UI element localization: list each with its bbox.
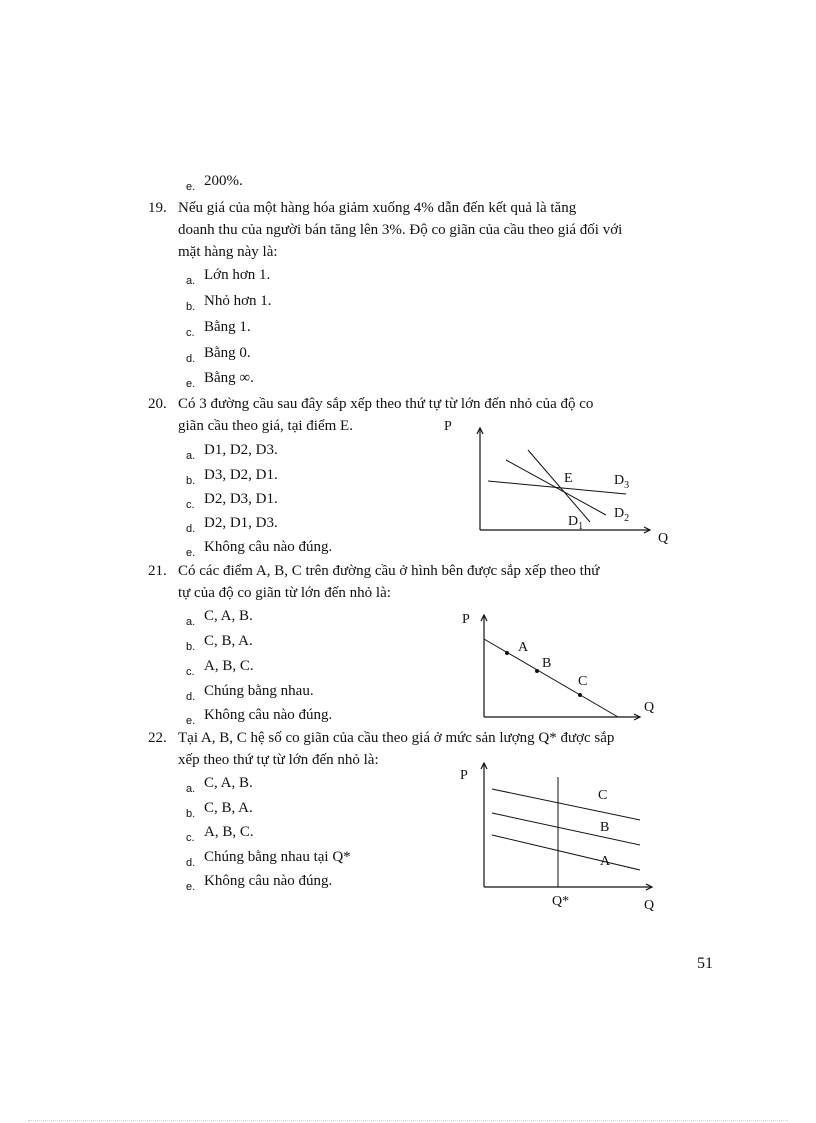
option-text: Nhỏ hơn 1. [204,293,272,309]
option-letter: b. [186,641,196,653]
line-c-label: C [598,788,608,803]
qstar-label: Q* [552,894,570,909]
option-text: C, A, B. [204,775,253,791]
option-letter: e. [186,547,196,559]
demand-line-c [492,789,640,820]
q-axis-label: Q [644,898,655,913]
option-letter: e. [186,715,196,727]
point-b [535,669,539,673]
option-letter: a. [186,275,196,287]
option-text: Chúng bằng nhau. [204,683,314,699]
option-letter: e. [186,881,196,893]
d3-subscript: 3 [624,480,630,491]
line-b-label: B [600,820,610,835]
option-text: C, A, B. [204,608,253,624]
option-letter: d. [186,523,196,535]
question-stem-line: doanh thu của người bán tăng lên 3%. Độ co giãn của cầu theo giá đối với [178,222,623,238]
question-stem-line: Có các điểm A, B, C trên đường cầu ở hình bên được sắp xếp theo thứ [178,563,600,579]
d3-label [614,473,629,491]
option-letter: c. [186,666,195,678]
demand-line [484,639,618,717]
d2-letter: D [614,506,625,521]
option-text: Bằng 0. [204,345,251,361]
question-number: 22. [148,730,167,746]
question-stem-line: giãn cầu theo giá, tại điểm E. [178,418,353,434]
option-text: Không câu nào đúng. [204,539,333,555]
option-letter: a. [186,616,196,628]
option-text: Bằng 1. [204,319,251,335]
question-stem-line: tự của độ co giãn từ lớn đến nhỏ là: [178,585,391,601]
option-text: Không câu nào đúng. [204,707,333,723]
question-stem-line: xếp theo thứ tự từ lớn đến nhỏ là: [178,752,379,768]
point-c [578,693,582,697]
line-a-label: A [600,854,611,869]
q-axis-label: Q [644,700,655,715]
option-letter: d. [186,857,196,869]
option-letter: e. [186,378,196,390]
option-text: D2, D1, D3. [204,515,278,531]
option-letter: c. [186,832,195,844]
point-c-label: C [578,674,588,689]
d1-letter: D [568,514,579,529]
option-letter: a. [186,783,196,795]
option-text: Bằng ∞. [204,370,254,386]
point-a-label: A [518,640,529,655]
option-text: D1, D2, D3. [204,442,278,458]
demand-curve-d2 [506,460,606,515]
option-text: D2, D3, D1. [204,491,278,507]
option-text: A, B, C. [204,824,254,840]
question-stem-line: Nếu giá của một hàng hóa giảm xuống 4% dẫn đến kết quả là tăng [178,200,577,216]
question-stem-line: mặt hàng này là: [178,244,278,260]
option-letter: b. [186,475,196,487]
point-e-label: E [564,471,573,486]
option-text: Lớn hơn 1. [204,267,271,283]
question-stem-line: Tại A, B, C hệ số co giãn của cầu theo giá ở mức sản lượng Q* được sắp [178,730,615,746]
question-number: 19. [148,200,167,216]
option-text: Chúng bằng nhau tại Q* [204,849,351,865]
option-letter: c. [186,499,195,511]
p-axis-label: P [462,612,470,627]
footer-divider [28,1120,788,1121]
d2-label [614,506,629,524]
option-text: Không câu nào đúng. [204,873,333,889]
option-letter: d. [186,353,196,365]
q-axis-label: Q [658,531,669,546]
question-stem-line: Có 3 đường cầu sau đây sắp xếp theo thứ tự từ lớn đến nhỏ của độ co [178,396,594,412]
option-text: D3, D2, D1. [204,467,278,483]
d1-subscript: 1 [578,521,584,532]
option-letter: b. [186,808,196,820]
linear-demand-diagram [440,605,680,730]
option-letter: d. [186,691,196,703]
p-axis-label: P [460,768,468,783]
option-letter: c. [186,327,195,339]
page-number: 51 [697,955,713,972]
option-text: 200%. [204,173,243,189]
p-axis-label: P [444,419,452,434]
d3-letter: D [614,473,625,488]
option-letter: b. [186,301,196,313]
d2-subscript: 2 [624,513,630,524]
option-text: C, B, A. [204,633,253,649]
question-number: 21. [148,563,167,579]
option-text: C, B, A. [204,800,253,816]
point-b-label: B [542,656,552,671]
question-number: 20. [148,396,167,412]
d1-label [568,514,583,532]
demand-curves-diagram [440,410,680,550]
option-letter: a. [186,450,196,462]
parallel-demand-diagram [440,755,680,915]
point-a [505,651,509,655]
option-text: A, B, C. [204,658,254,674]
option-letter: e. [186,181,196,193]
